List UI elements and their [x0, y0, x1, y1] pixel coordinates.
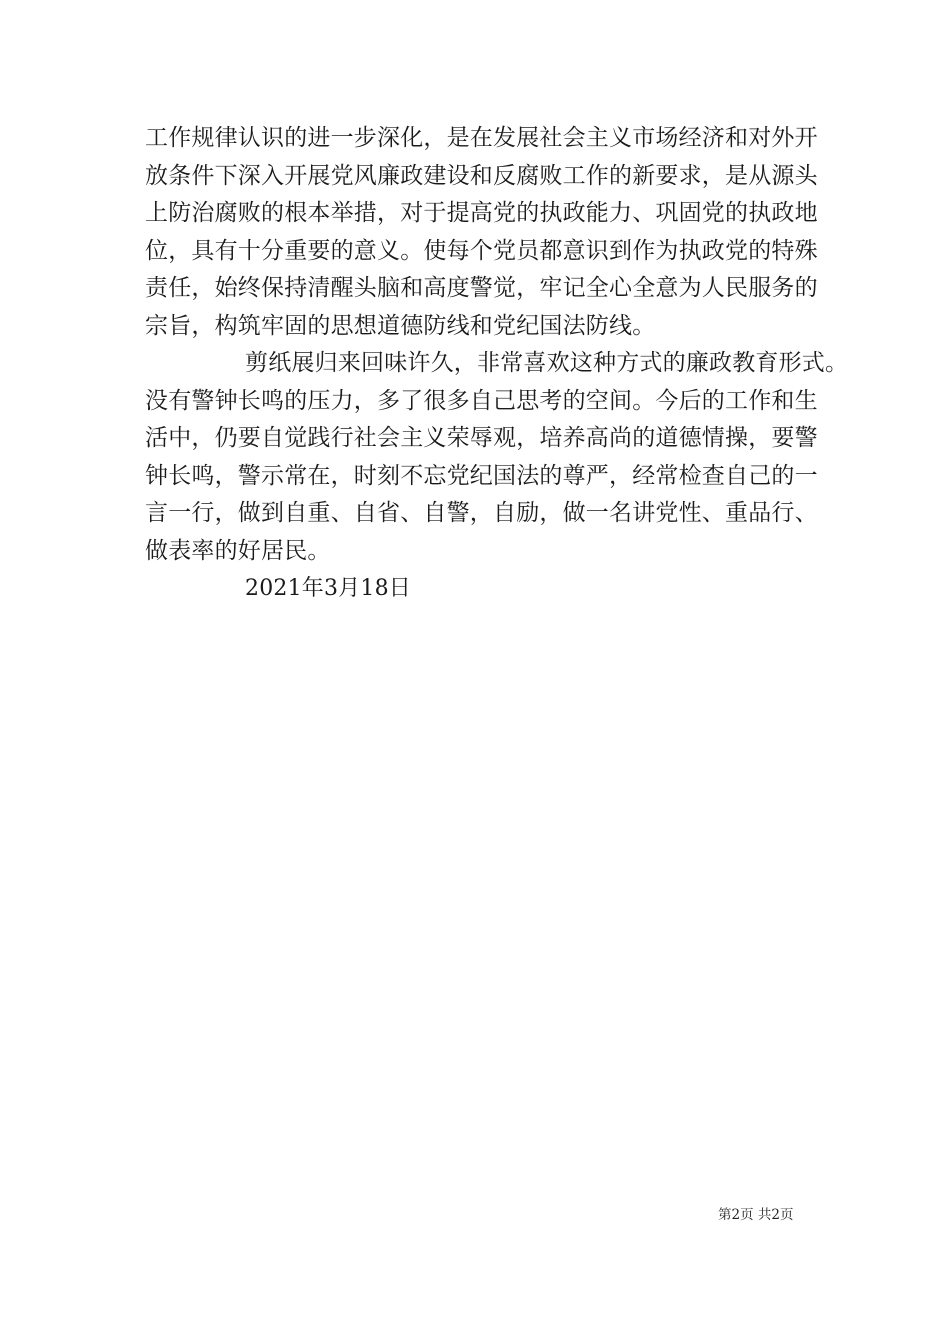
paragraph-1-line-6: 宗旨，构筑牢固的思想道德防线和党纪国法防线。 [145, 312, 656, 339]
paragraph-2-line-3: 活中，仍要自觉践行社会主义荣辱观，培养高尚的道德情操，要警 [145, 425, 818, 451]
document-body [145, 120, 849, 608]
paragraph-1-line-3: 上防治腐败的根本举措，对于提高党的执政能力、巩固党的执政地 [145, 200, 818, 226]
paragraph-1-line-5: 责任，始终保持清醒头脑和高度警觉，牢记全心全意为人民服务的 [145, 275, 818, 301]
paragraph-2-line-6: 做表率的好居民。 [145, 537, 331, 564]
paragraph-1-line-1: 工作规律认识的进一步深化，是在发展社会主义市场经济和对外开 [145, 125, 818, 151]
paragraph-2-line-4: 钟长鸣，警示常在，时刻不忘党纪国法的尊严，经常检查自己的一 [145, 462, 818, 489]
paragraph-2-line-2: 没有警钟长鸣的压力，多了很多自己思考的空间。今后的工作和生 [145, 387, 818, 414]
document-date: 2021年3月18日 [245, 576, 411, 601]
paragraph-2-line-5: 言一行，做到自重、自省、自警，自励，做一名讲党性、重品行、 [145, 500, 818, 526]
paragraph-1-line-4: 位，具有十分重要的意义。使每个党员都意识到作为执政党的特殊 [145, 237, 818, 264]
page-number-footer: 第2页 共2页 [718, 1207, 794, 1223]
paragraph-1-line-2: 放条件下深入开展党风廉政建设和反腐败工作的新要求，是从源头 [145, 162, 818, 189]
paragraph-2-line-1: 剪纸展归来回味许久，非常喜欢这种方式的廉政教育形式。 [245, 350, 849, 376]
